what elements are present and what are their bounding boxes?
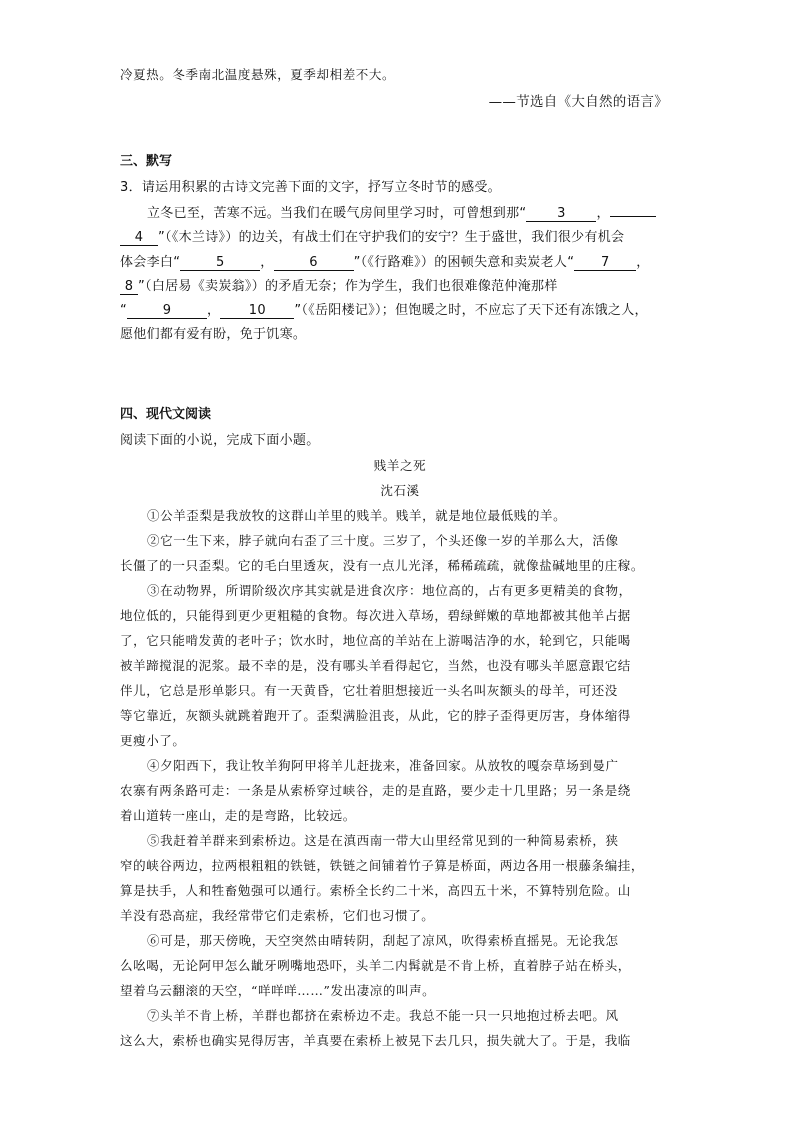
fill-blank-line-5: “ 9 ， 10 ”（《岳阳楼记》）；但饱暖之时，不应忘了天下还有冻饿之人， (120, 303, 648, 318)
blank-4-start (610, 216, 656, 217)
story-line: 么吆喝，无论阿甲怎么龇牙咧嘴地恐吓，头羊二内髯就是不肯上桥，直着脖子站在桥头， (120, 958, 631, 973)
story-line: 等它靠近，灰额头就跳着跑开了。歪梨满脸沮丧，从此，它的脖子歪得更厉害，身体缩得 (120, 708, 631, 723)
story-line: 算是扶手，人和牲畜勉强可以通行。索桥全长约二十米，高四五十米，不算特别危险。山 (120, 883, 631, 898)
fill-blank-line-1: 立冬已至，苦寒不远。当我们在暖气房间里学习时，可曾想到那“ 3 ， (120, 205, 707, 223)
story-line: ②它一生下来，脖子就向右歪了三十度。三岁了，个头还像一岁的羊那么大，活像 (147, 533, 619, 548)
intro-tail-line: 冷夏热。冬季南北温度悬殊，夏季却相差不大。 (120, 67, 396, 82)
section-heading-3: 三、默写 (120, 154, 173, 169)
blank-3: 3 (526, 206, 596, 222)
source-attribution: ——节选自《大自然的语言》 (488, 94, 668, 110)
blank-9: 9 (127, 303, 207, 319)
blank-7: 7 (574, 255, 636, 271)
fill-blank-line-6: 愿他们都有爱有盼，免于饥寒。 (120, 327, 307, 342)
story-line: 更瘦小了。 (120, 733, 186, 748)
story-title: 贱羊之死 (373, 458, 427, 473)
reading-instruction: 阅读下面的小说，完成下面小题。 (120, 433, 320, 448)
story-line: ④夕阳西下，我让牧羊狗阿甲将羊儿赶拢来，准备回家。从放牧的嘎奈草场到曼广 (147, 758, 619, 773)
section-heading-4: 四、现代文阅读 (120, 407, 212, 422)
story-line: ①公羊歪梨是我放牧的这群山羊里的贱羊。贱羊，就是地位最低贱的羊。 (147, 508, 567, 523)
fill-blank-line-2: 4 ”（《木兰诗》）的边关，有战士们在守护我们的安宁？生于盛世，我们很少有机会 (120, 229, 680, 247)
story-line: 长僵了的一只歪梨。它的毛白里透灰，没有一点儿光泽，稀稀疏疏，就像盐碱地里的庄稼。 (120, 558, 645, 573)
story-line: 农寨有两条路可走：一条是从索桥穿过峡谷，走的是直路，要少走十几里路；另一条是绕 (120, 783, 631, 798)
story-line: ③在动物界，所谓阶级次序其实就是进食次序：地位高的，占有更多更精美的食物， (147, 583, 632, 598)
blank-5: 5 (180, 255, 260, 271)
blank-4: 4 (120, 230, 158, 246)
story-line: 了，它只能啃发黄的老叶子；饮水时，地位高的羊站在上游喝洁净的水，轮到它，只能喝 (120, 633, 631, 648)
blank-10: 10 (220, 303, 294, 319)
story-line: ⑦头羊不肯上桥，羊群也都挤在索桥边不走。我总不能一只一只地抱过桥去吧。风 (147, 1008, 619, 1023)
story-author: 沈石溪 (380, 483, 420, 498)
story-line: 羊没有恐高症，我经常带它们走索桥，它们也习惯了。 (120, 908, 435, 923)
blank-6: 6 (274, 255, 354, 271)
story-line: 被羊蹄搅混的泥浆。最不幸的是，没有哪头羊看得起它，当然，也没有哪头羊愿意跟它结 (120, 658, 631, 673)
question-3: 3．请运用积累的古诗文完善下面的文字，抒写立冬时节的感受。 (120, 180, 501, 195)
story-line: 这么大，索桥也确实晃得厉害，羊真要在索桥上被晃下去几只，损失就大了。于是，我临 (120, 1033, 631, 1048)
fill-blank-line-3: 体会李白“ 5 ， 6 ”（《行路难》）的困顿失意和卖炭老人“ 7 ， (120, 255, 650, 270)
fill-blank-line-4: 8 ”（白居易《卖炭翁》）的矛盾无奈；作为学生，我们也很难像范仲淹那样 (120, 278, 680, 296)
story-line: 地位低的，只能得到更少更粗糙的食物。每次进入草场，碧绿鲜嫩的草地都被其他羊占据 (120, 608, 631, 623)
story-line: ⑥可是，那天傍晚，天空突然由晴转阴，刮起了凉风，吹得索桥直摇晃。无论我怎 (147, 933, 619, 948)
story-line: 窄的峡谷两边，拉两根粗粗的铁链，铁链之间铺着竹子算是桥面，两边各用一根藤条编挂， (120, 858, 645, 873)
story-line: ⑤我赶着羊群来到索桥边。这是在滇西南一带大山里经常见到的一种简易索桥，狭 (147, 833, 619, 848)
story-line: 着山道转一座山，走的是弯路，比较远。 (120, 808, 356, 823)
story-line: 望着乌云翻滚的天空，“咩咩咩……”发出凄凉的叫声。 (120, 983, 436, 998)
story-line: 伴儿，它总是形单影只。有一天黄昏，它壮着胆想接近一头名叫灰额头的母羊，可还没 (120, 683, 618, 698)
blank-8: 8 (120, 279, 138, 295)
